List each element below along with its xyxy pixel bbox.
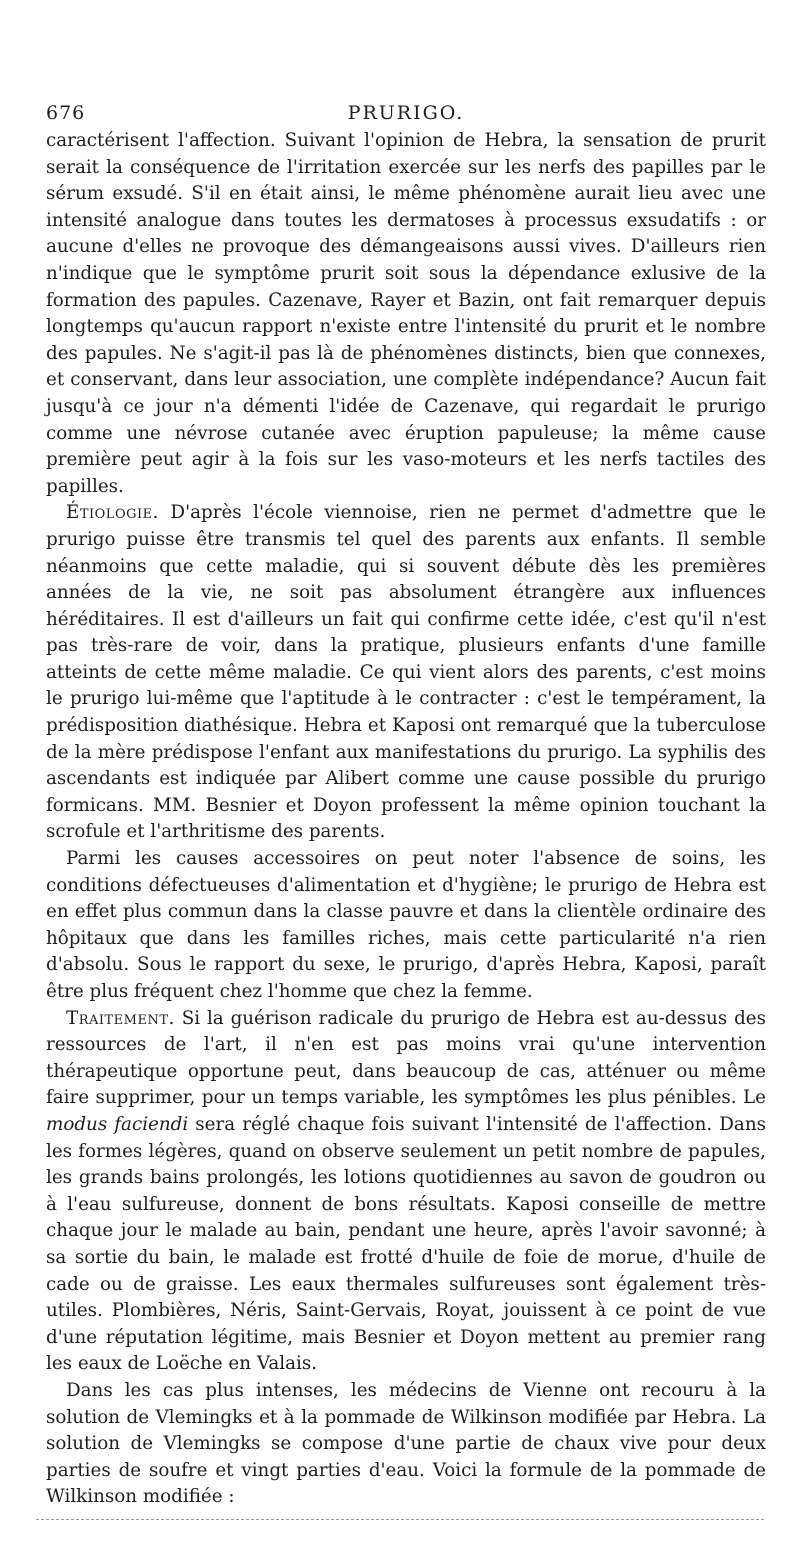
italic-term: modus faciendi — [46, 1113, 189, 1135]
bottom-rule — [36, 1519, 764, 1520]
section-heading-etiologie: Étiologie. — [66, 502, 159, 524]
paragraph-text: sera réglé chaque fois suivant l'intensité de l'affection. Dans les formes légères, quand on observe seulement un petit nombre de papules, les grands bains prolongés, les lotions quotidiennes au savon de goudron ou à l'eau sulfureuse, donnent de bons résultats. Kaposi conseille de mettre chaque jour le malade au bain, pendant une heure, après l'avoir savonné; à sa sortie du bain, le malade est frotté d'huile de foie de morue, d'huile de cade ou de graisse. Les eaux thermales sulfureuses sont également très-utiles. Plombières, Néris, Saint-Gervais, Royat, jouissent à ce point de vue d'une réputation légitime, mais Besnier et Doyon mettent au premier rang les eaux de Loëche en Valais. — [46, 1113, 766, 1375]
paragraph-vienne — [46, 1378, 766, 1511]
paragraph-continuation — [46, 128, 766, 500]
book-page — [46, 98, 766, 1511]
section-heading-traitement: Traitement. — [66, 1007, 175, 1029]
running-head — [46, 98, 766, 128]
paragraph-text: caractérisent l'affection. Suivant l'opinion de Hebra, la sensation de prurit serait la conséquence de l'irritation exercée sur les nerfs des papilles par le sérum exsudé. S'il en était ainsi, le même phénomène aurait lieu avec une intensité analogue dans toutes les dermatoses à processus exsudatifs : or aucune d'elles ne provoque des démangeaisons aussi vives. D'ailleurs rien n'indique que le symptôme prurit soit sous la dépendance exlusive de la formation des papules. Cazenave, Rayer et Bazin, ont fait remarquer depuis longtemps qu'aucun rapport n'existe entre l'intensité du prurit et le nombre des papules. Ne s'agit-il pas là de phénomènes distincts, bien que connexes, et conservant, dans leur association, une complète indépendance? Aucun fait jusqu'à ce jour n'a démenti l'idée de Cazenave, qui regardait le prurigo comme une névrose cutanée avec éruption papuleuse; la même cause première peut agir à la fois sur les vaso-moteurs et les nerfs tactiles des papilles. — [46, 130, 766, 497]
body-text — [46, 128, 766, 1511]
paragraph-causes — [46, 846, 766, 1006]
paragraph-text: Parmi les causes accessoires on peut noter l'absence de soins, les conditions défectueuses d'alimentation et d'hygiène; le prurigo de Hebra est en effet plus commun dans la classe pauvre et dans la clientèle ordinaire des hôpitaux que dans les familles riches, mais cette particularité n'a rien d'absolu. Sous le rapport du sexe, le prurigo, d'après Hebra, Kaposi, paraît être plus fréquent chez l'homme que chez la femme. — [46, 848, 766, 1002]
paragraph-text: D'après l'école viennoise, rien ne permet d'admettre que le prurigo puisse être transmis tel quel des parents aux enfants. Il semble néanmoins que cette maladie, qui si souvent débute dès les premières années de la vie, ne soit pas absolument étrangère aux influences héréditaires. Il est d'ailleurs un fait qui confirme cette idée, c'est qu'il n'est pas très-rare de voir, dans la pratique, plusieurs enfants d'une famille atteints de cette même maladie. Ce qui vient alors des parents, c'est moins le prurigo lui-même que l'aptitude à le contracter : c'est le tempérament, la prédisposition diathésique. Hebra et Kaposi ont remarqué que la tuberculose de la mère prédispose l'enfant aux manifestations du prurigo. La syphilis des ascendants est indiquée par Alibert comme une cause possible du prurigo formicans. MM. Besnier et Doyon professent la même opinion touchant la scrofule et l'arthritisme des parents. — [46, 502, 766, 843]
paragraph-text: Dans les cas plus intenses, les médecins de Vienne ont recouru à la solution de Vlemingks et à la pommade de Wilkinson modifiée par Hebra. La solution de Vlemingks se compose d'une partie de chaux vive pour deux parties de soufre et vingt parties d'eau. Voici la formule de la pommade de Wilkinson modifiée : — [46, 1379, 766, 1508]
paragraph-text: Si la guérison radicale du prurigo de Hebra est au-dessus des ressources de l'art, il n'en est pas moins vrai qu'une intervention thérapeutique opportune peut, dans beaucoup de cas, atténuer ou même faire supprimer, pour un temps variable, les symptômes les plus pénibles. Le — [46, 1007, 766, 1109]
paragraph-etiologie — [46, 500, 766, 846]
running-title: PRURIGO. — [347, 102, 465, 124]
page-number: 676 — [46, 102, 86, 124]
paragraph-traitement — [46, 1006, 766, 1378]
